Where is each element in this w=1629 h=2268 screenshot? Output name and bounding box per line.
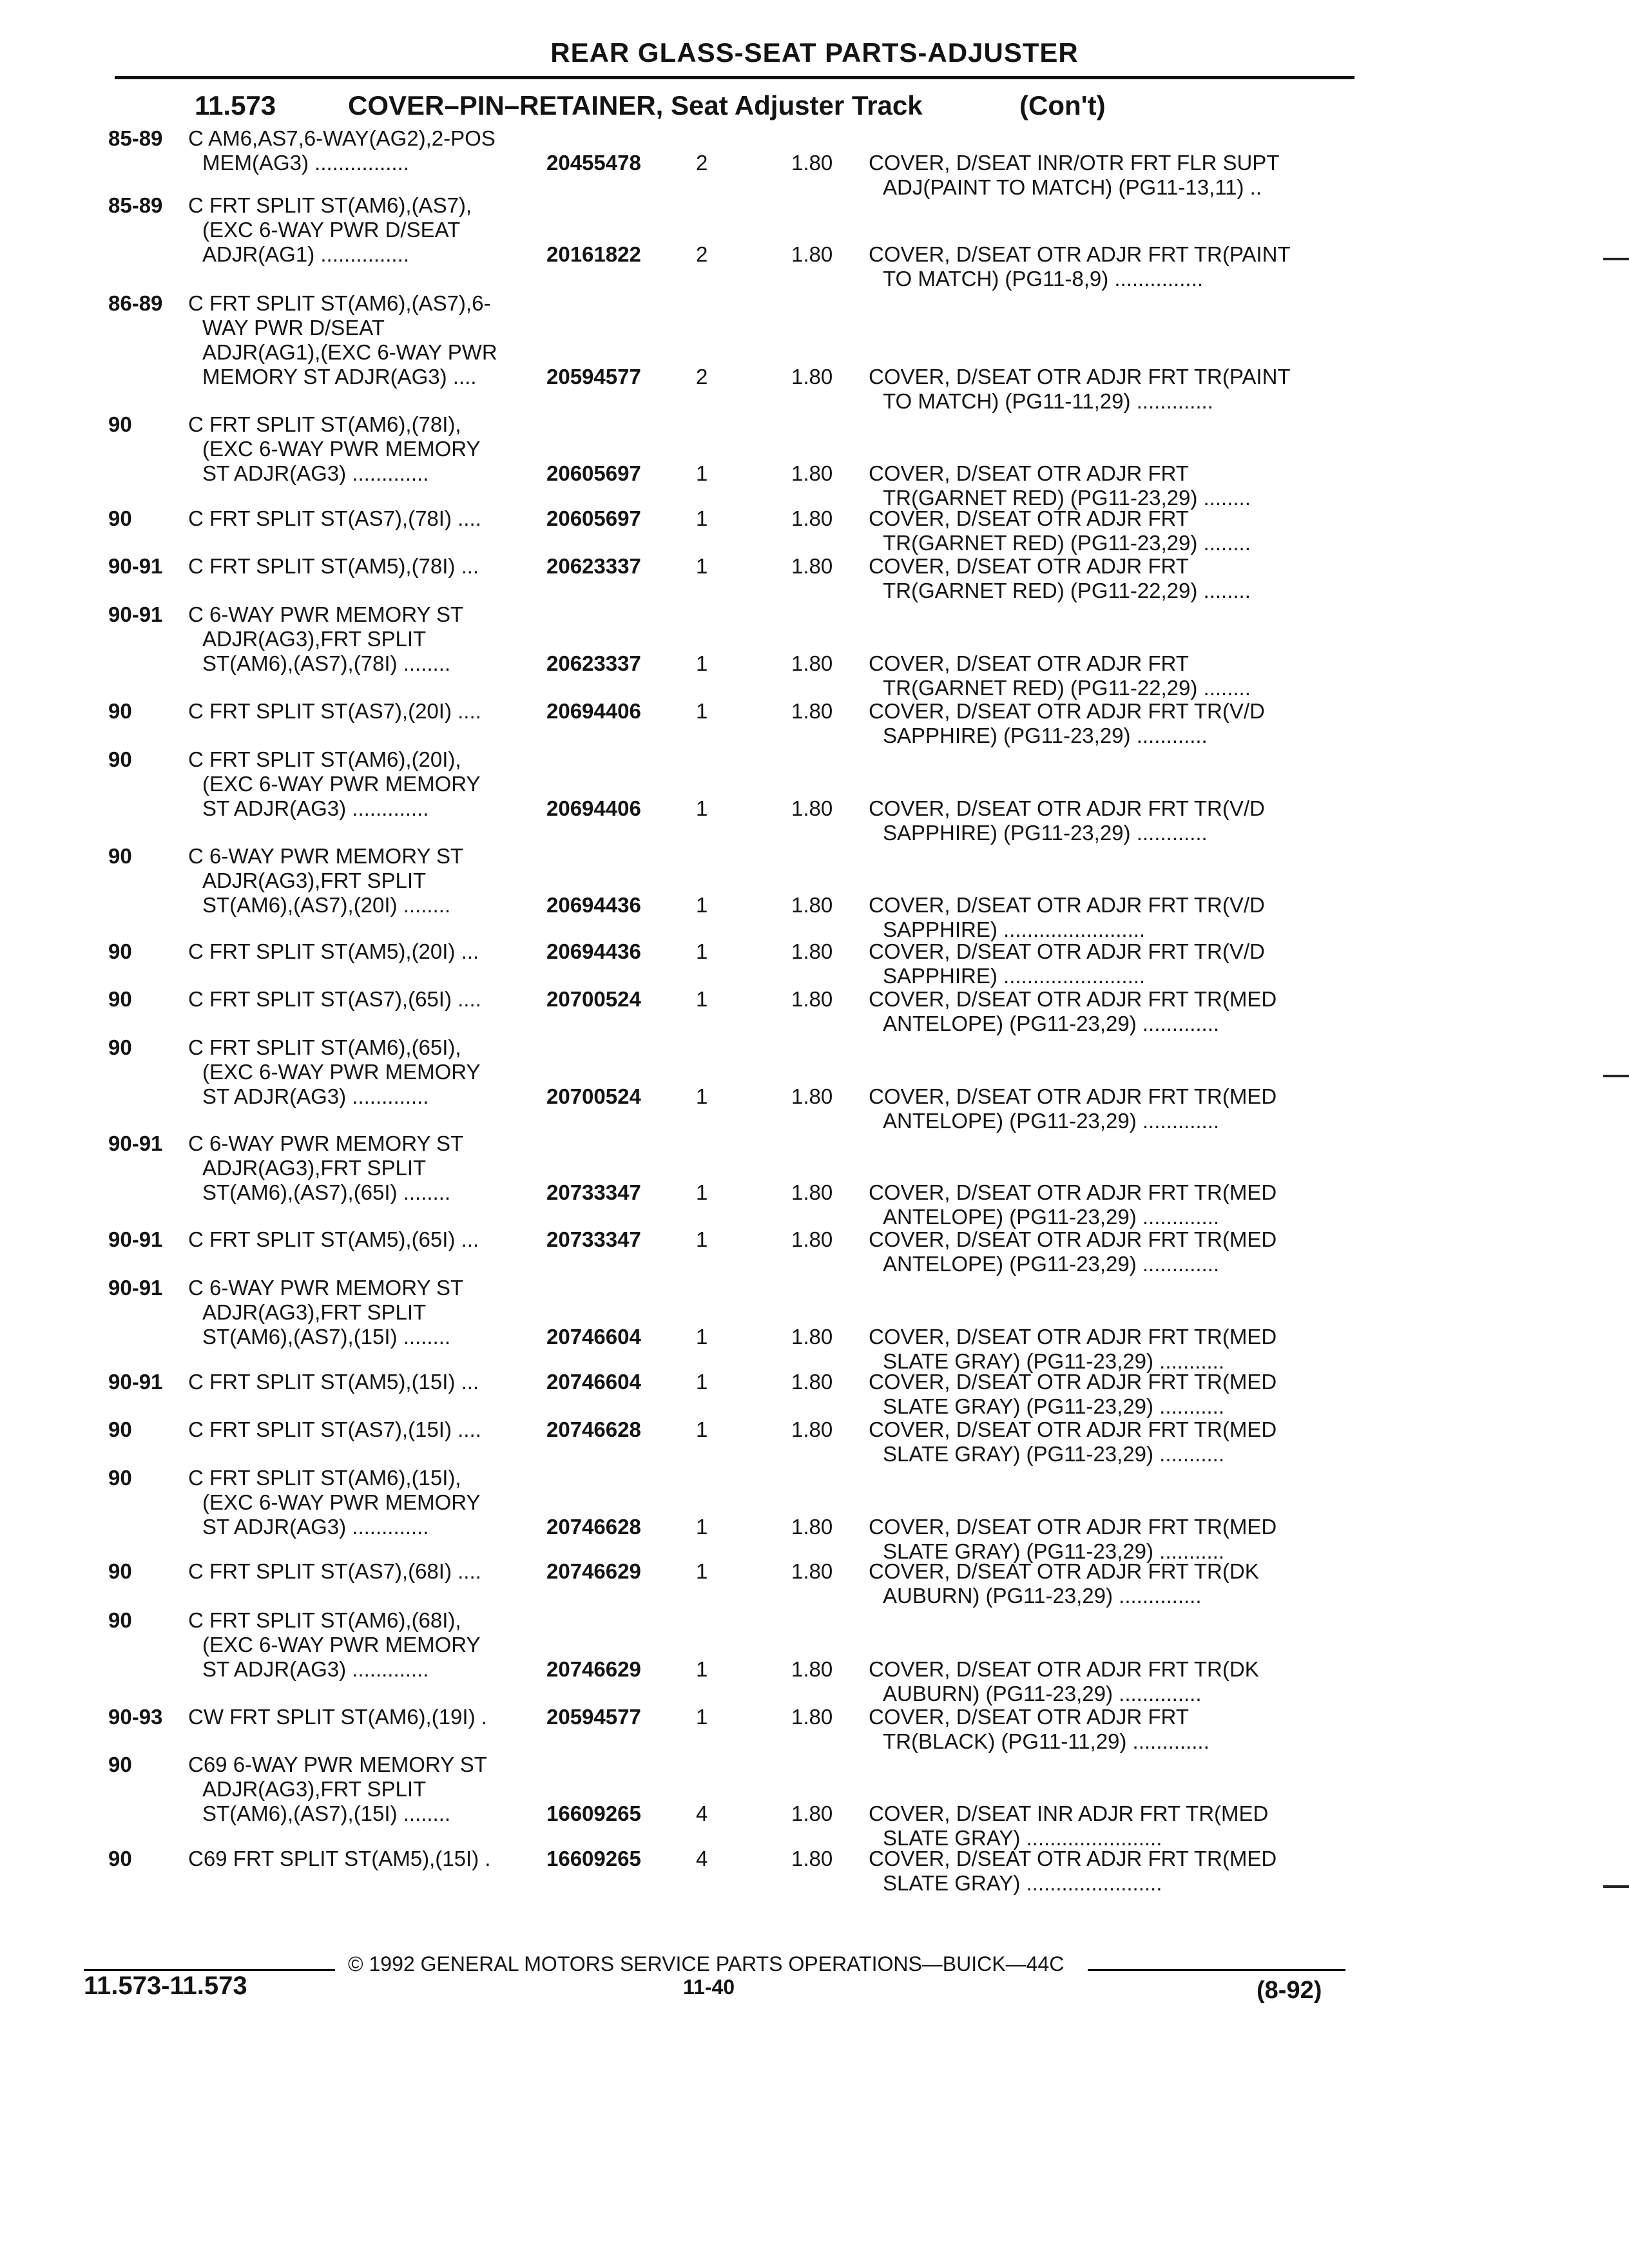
quantity: 1 [696, 893, 708, 917]
model-years: 90 [108, 1559, 132, 1583]
description-line: AUBURN) (PG11-23,29) .............. [883, 1682, 1202, 1706]
price: 1.80 [791, 461, 833, 485]
description-line: ANTELOPE) (PG11-23,29) ............. [883, 1012, 1220, 1035]
application-line: C FRT SPLIT ST(AM5),(78I) ... [188, 554, 479, 578]
price: 1.80 [791, 1370, 833, 1394]
description-line: COVER, D/SEAT OTR ADJR FRT [869, 1705, 1189, 1729]
application-line: C 6-WAY PWR MEMORY ST [188, 1131, 464, 1155]
model-years: 90 [108, 506, 132, 530]
model-years: 90 [108, 699, 132, 723]
part-number: 20694436 [546, 893, 641, 917]
application-line: ST(AM6),(AS7),(15I) ........ [202, 1325, 451, 1349]
part-description [869, 151, 1279, 200]
description-line: COVER, D/SEAT OTR ADJR FRT TR(DK [869, 1657, 1259, 1681]
application-line: C 6-WAY PWR MEMORY ST [188, 602, 464, 626]
page-header-title: REAR GLASS-SEAT PARTS-ADJUSTER [550, 37, 1079, 68]
application-line: (EXC 6-WAY PWR MEMORY [202, 1633, 481, 1657]
application-line: (EXC 6-WAY PWR MEMORY [202, 1490, 481, 1514]
model-years: 90-91 [108, 1370, 163, 1394]
application-line: C 6-WAY PWR MEMORY ST [188, 844, 464, 868]
description-line: SLATE GRAY) (PG11-23,29) ........... [883, 1442, 1224, 1466]
application-line: ADJR(AG3),FRT SPLIT [202, 1777, 427, 1801]
application-text [188, 412, 480, 486]
quantity: 2 [696, 365, 708, 389]
description-line: COVER, D/SEAT OTR ADJR FRT TR(V/D [869, 699, 1265, 723]
description-line: COVER, D/SEAT INR/OTR FRT FLR SUPT [869, 151, 1280, 175]
application-line: C FRT SPLIT ST(AM6),(AS7), [188, 193, 472, 217]
application-text [188, 193, 472, 267]
price: 1.80 [791, 1418, 833, 1441]
model-years: 90-91 [108, 602, 163, 626]
model-years: 86-89 [108, 291, 163, 315]
description-line: SAPPHIRE) (PG11-23,29) ............ [883, 724, 1208, 747]
application-line: ST ADJR(AG3) ............. [202, 1515, 429, 1539]
part-description [869, 1802, 1268, 1850]
price: 1.80 [791, 987, 833, 1011]
quantity: 1 [696, 651, 708, 675]
price: 1.80 [791, 1657, 833, 1681]
part-number: 20694406 [546, 796, 641, 820]
part-description [869, 1559, 1259, 1608]
application-line: ADJR(AG3),FRT SPLIT [202, 627, 427, 651]
part-number: 16609265 [546, 1802, 641, 1825]
model-years: 90-91 [108, 1131, 163, 1155]
description-line: TO MATCH) (PG11-11,29) ............. [883, 389, 1213, 413]
application-text [188, 1608, 480, 1682]
model-years: 90-91 [108, 1276, 163, 1300]
description-line: COVER, D/SEAT OTR ADJR FRT TR(MED [869, 1418, 1277, 1441]
part-description [869, 1657, 1259, 1706]
part-description [869, 987, 1277, 1036]
part-number: 20700524 [546, 987, 641, 1011]
part-number: 20694436 [546, 939, 641, 963]
application-text [188, 602, 463, 676]
price: 1.80 [791, 939, 833, 963]
description-line: ANTELOPE) (PG11-23,29) ............. [883, 1109, 1220, 1133]
description-line: COVER, D/SEAT OTR ADJR FRT TR(MED [869, 1325, 1277, 1349]
price: 1.80 [791, 1227, 833, 1251]
price: 1.80 [791, 893, 833, 917]
description-line: ADJ(PAINT TO MATCH) (PG11-13,11) .. [883, 175, 1262, 199]
part-description [869, 1325, 1277, 1374]
application-line: MEMORY ST ADJR(AG3) .... [202, 365, 477, 389]
description-line: COVER, D/SEAT OTR ADJR FRT [869, 554, 1189, 578]
quantity: 1 [696, 1657, 708, 1681]
part-description [869, 461, 1251, 510]
description-line: COVER, D/SEAT OTR ADJR FRT TR(DK [869, 1559, 1259, 1583]
quantity: 1 [696, 987, 708, 1011]
price: 1.80 [791, 554, 833, 578]
application-line: ADJR(AG1),(EXC 6-WAY PWR [202, 340, 497, 364]
application-line: ADJR(AG1) ............... [202, 242, 409, 266]
application-text [188, 1418, 481, 1442]
application-text [188, 1035, 480, 1109]
price: 1.80 [791, 1180, 833, 1204]
application-text [188, 1847, 490, 1871]
part-description [869, 1705, 1210, 1754]
application-text [188, 506, 481, 531]
application-text [188, 1466, 480, 1539]
price: 1.80 [791, 506, 833, 530]
quantity: 1 [696, 1705, 708, 1729]
margin-mark [1603, 258, 1629, 260]
section-continued: (Con't) [1019, 90, 1106, 120]
application-line: C AM6,AS7,6-WAY(AG2),2-POS [188, 126, 496, 150]
part-description [869, 1370, 1277, 1419]
application-line: ST ADJR(AG3) ............. [202, 461, 429, 485]
description-line: COVER, D/SEAT OTR ADJR FRT TR(MED [869, 1515, 1277, 1539]
price: 1.80 [791, 1559, 833, 1583]
application-text [188, 939, 479, 964]
description-line: SLATE GRAY) (PG11-23,29) ........... [883, 1349, 1224, 1373]
model-years: 90 [108, 1466, 132, 1490]
part-number: 20605697 [546, 461, 641, 485]
application-text [188, 1276, 463, 1349]
application-line: ST ADJR(AG3) ............. [202, 1657, 429, 1681]
application-line: ADJR(AG3),FRT SPLIT [202, 869, 427, 892]
application-text [188, 747, 480, 821]
application-text [188, 844, 463, 918]
model-years: 90 [108, 747, 132, 771]
price: 1.80 [791, 242, 833, 266]
description-line: TR(GARNET RED) (PG11-23,29) ........ [883, 531, 1251, 555]
description-line: COVER, D/SEAT OTR ADJR FRT TR(MED [869, 1180, 1277, 1204]
part-number: 20733347 [546, 1227, 641, 1251]
quantity: 1 [696, 1515, 708, 1539]
description-line: COVER, D/SEAT OTR ADJR FRT TR(MED [869, 1227, 1277, 1251]
application-line: C69 FRT SPLIT ST(AM5),(15I) . [188, 1847, 491, 1870]
price: 1.80 [791, 1084, 833, 1108]
part-description [869, 939, 1265, 988]
price: 1.80 [791, 365, 833, 389]
application-line: (EXC 6-WAY PWR MEMORY [202, 1060, 481, 1084]
footer-range: 11.573-11.573 [84, 1972, 247, 2000]
part-number: 20746604 [546, 1325, 641, 1349]
footer-copyright: © 1992 GENERAL MOTORS SERVICE PARTS OPERATIONS—BUICK—44C [348, 1952, 1065, 1975]
price: 1.80 [791, 1847, 833, 1870]
application-line: C FRT SPLIT ST(AS7),(15I) .... [188, 1418, 481, 1441]
application-line: ST ADJR(AG3) ............. [202, 796, 429, 820]
footer-rule-left [84, 1969, 335, 1971]
part-description [869, 1515, 1277, 1564]
part-number: 20594577 [546, 365, 641, 389]
margin-mark [1603, 1885, 1629, 1888]
part-number: 20623337 [546, 651, 641, 675]
price: 1.80 [791, 1802, 833, 1825]
quantity: 1 [696, 1227, 708, 1251]
quantity: 1 [696, 939, 708, 963]
part-number: 20746604 [546, 1370, 641, 1394]
part-number: 20161822 [546, 242, 641, 266]
application-line: (EXC 6-WAY PWR MEMORY [202, 772, 481, 796]
application-line: C FRT SPLIT ST(AM6),(20I), [188, 747, 461, 771]
description-line: COVER, D/SEAT OTR ADJR FRT [869, 461, 1189, 485]
part-number: 20746629 [546, 1559, 641, 1583]
model-years: 90 [108, 939, 132, 963]
application-line: C FRT SPLIT ST(AM6),(78I), [188, 412, 461, 436]
application-text [188, 1753, 487, 1826]
application-line: C FRT SPLIT ST(AM6),(AS7),6- [188, 291, 491, 315]
part-number: 16609265 [546, 1847, 641, 1870]
description-line: TR(GARNET RED) (PG11-22,29) ........ [883, 676, 1251, 700]
application-line: C FRT SPLIT ST(AM5),(15I) ... [188, 1370, 479, 1394]
application-line: C FRT SPLIT ST(AS7),(68I) .... [188, 1559, 481, 1583]
application-text [188, 126, 496, 175]
application-line: ADJR(AG3),FRT SPLIT [202, 1156, 427, 1180]
description-line: COVER, D/SEAT OTR ADJR FRT TR(MED [869, 987, 1277, 1011]
section-number: 11.573 [195, 90, 276, 120]
description-line: SLATE GRAY) (PG11-23,29) ........... [883, 1539, 1224, 1563]
model-years: 90 [108, 1035, 132, 1059]
part-number: 20746629 [546, 1657, 641, 1681]
description-line: TR(GARNET RED) (PG11-23,29) ........ [883, 486, 1251, 510]
part-number: 20455478 [546, 151, 641, 175]
header-rule [115, 76, 1354, 79]
description-line: COVER, D/SEAT OTR ADJR FRT TR(V/D [869, 796, 1265, 820]
part-number: 20700524 [546, 1084, 641, 1108]
description-line: COVER, D/SEAT OTR ADJR FRT [869, 506, 1189, 530]
model-years: 90 [108, 412, 132, 436]
quantity: 2 [696, 242, 708, 266]
application-line: ST(AM6),(AS7),(78I) ........ [202, 651, 451, 675]
application-line: ST(AM6),(AS7),(15I) ........ [202, 1802, 451, 1825]
description-line: TO MATCH) (PG11-8,9) ............... [883, 267, 1203, 291]
quantity: 1 [696, 1084, 708, 1108]
description-line: COVER, D/SEAT OTR ADJR FRT TR(PAINT [869, 242, 1291, 266]
application-text [188, 1131, 463, 1205]
quantity: 4 [696, 1802, 708, 1825]
part-description [869, 365, 1291, 414]
price: 1.80 [791, 651, 833, 675]
part-description [869, 1847, 1277, 1896]
application-line: WAY PWR D/SEAT [202, 316, 385, 340]
section-name: COVER–PIN–RETAINER, Seat Adjuster Track [348, 90, 923, 120]
application-line: C FRT SPLIT ST(AM5),(20I) ... [188, 939, 479, 963]
application-line: C FRT SPLIT ST(AM6),(68I), [188, 1608, 461, 1632]
model-years: 90 [108, 987, 132, 1011]
part-description [869, 554, 1251, 603]
model-years: 85-89 [108, 193, 163, 217]
application-line: ST ADJR(AG3) ............. [202, 1084, 429, 1108]
part-description [869, 242, 1291, 291]
model-years: 85-89 [108, 126, 163, 150]
description-line: SAPPHIRE) (PG11-23,29) ............ [883, 821, 1208, 845]
part-description [869, 1227, 1277, 1276]
description-line: ANTELOPE) (PG11-23,29) ............. [883, 1252, 1220, 1276]
price: 1.80 [791, 1515, 833, 1539]
part-number: 20623337 [546, 554, 641, 578]
application-text [188, 554, 479, 579]
model-years: 90 [108, 844, 132, 868]
price: 1.80 [791, 1705, 833, 1729]
description-line: SAPPHIRE) ........................ [883, 918, 1146, 941]
application-text [188, 291, 497, 389]
application-line: ST(AM6),(AS7),(20I) ........ [202, 893, 451, 917]
part-number: 20746628 [546, 1515, 641, 1539]
part-number: 20594577 [546, 1705, 641, 1729]
part-description [869, 506, 1251, 555]
description-line: COVER, D/SEAT INR ADJR FRT TR(MED [869, 1802, 1269, 1825]
application-line: ADJR(AG3),FRT SPLIT [202, 1300, 427, 1324]
application-line: C FRT SPLIT ST(AM6),(65I), [188, 1035, 461, 1059]
quantity: 1 [696, 1325, 708, 1349]
description-line: COVER, D/SEAT OTR ADJR FRT TR(PAINT [869, 365, 1291, 389]
model-years: 90-91 [108, 554, 163, 578]
quantity: 1 [696, 1180, 708, 1204]
part-description [869, 893, 1265, 942]
application-text [188, 1227, 479, 1252]
description-line: ANTELOPE) (PG11-23,29) ............. [883, 1205, 1220, 1229]
application-line: (EXC 6-WAY PWR MEMORY [202, 437, 481, 461]
description-line: COVER, D/SEAT OTR ADJR FRT [869, 651, 1189, 675]
footer-page-number: 11-40 [683, 1975, 735, 1999]
quantity: 1 [696, 1418, 708, 1441]
part-number: 20694406 [546, 699, 641, 723]
description-line: COVER, D/SEAT OTR ADJR FRT TR(V/D [869, 939, 1265, 963]
description-line: AUBURN) (PG11-23,29) .............. [883, 1584, 1202, 1608]
application-line: ST(AM6),(AS7),(65I) ........ [202, 1180, 451, 1204]
model-years: 90 [108, 1608, 132, 1632]
part-description [869, 1180, 1277, 1229]
footer-date: (8-92) [1257, 1977, 1322, 2004]
application-line: C FRT SPLIT ST(AM6),(15I), [188, 1466, 461, 1490]
application-line: MEM(AG3) ................ [202, 151, 409, 175]
description-line: COVER, D/SEAT OTR ADJR FRT TR(MED [869, 1370, 1277, 1394]
part-description [869, 796, 1265, 845]
description-line: SAPPHIRE) ........................ [883, 964, 1146, 988]
model-years: 90 [108, 1753, 132, 1776]
part-description [869, 1084, 1277, 1133]
application-line: C69 6-WAY PWR MEMORY ST [188, 1753, 487, 1776]
model-years: 90 [108, 1847, 132, 1870]
description-line: TR(GARNET RED) (PG11-22,29) ........ [883, 579, 1251, 602]
model-years: 90 [108, 1418, 132, 1441]
part-number: 20746628 [546, 1418, 641, 1441]
application-line: C FRT SPLIT ST(AM5),(65I) ... [188, 1227, 479, 1251]
application-text [188, 1559, 481, 1584]
description-line: COVER, D/SEAT OTR ADJR FRT TR(MED [869, 1847, 1277, 1870]
quantity: 2 [696, 151, 708, 175]
quantity: 1 [696, 554, 708, 578]
price: 1.80 [791, 796, 833, 820]
application-line: C FRT SPLIT ST(AS7),(20I) .... [188, 699, 481, 723]
quantity: 1 [696, 461, 708, 485]
part-description [869, 1418, 1277, 1466]
model-years: 90-91 [108, 1227, 163, 1251]
application-text [188, 987, 481, 1012]
model-years: 90-93 [108, 1705, 163, 1729]
application-line: C FRT SPLIT ST(AS7),(65I) .... [188, 987, 481, 1011]
quantity: 1 [696, 1559, 708, 1583]
price: 1.80 [791, 151, 833, 175]
application-text [188, 699, 481, 724]
application-line: C FRT SPLIT ST(AS7),(78I) .... [188, 506, 481, 530]
part-number: 20605697 [546, 506, 641, 530]
part-number: 20733347 [546, 1180, 641, 1204]
quantity: 1 [696, 1370, 708, 1394]
footer-rule-right [1088, 1969, 1345, 1971]
price: 1.80 [791, 1325, 833, 1349]
description-line: SLATE GRAY) ....................... [883, 1871, 1162, 1895]
application-text [188, 1705, 487, 1729]
application-line: CW FRT SPLIT ST(AM6),(19I) . [188, 1705, 487, 1729]
part-description [869, 651, 1251, 700]
part-description [869, 699, 1265, 748]
price: 1.80 [791, 699, 833, 723]
description-line: TR(BLACK) (PG11-11,29) ............. [883, 1729, 1210, 1753]
description-line: SLATE GRAY) (PG11-23,29) ........... [883, 1394, 1224, 1418]
quantity: 4 [696, 1847, 708, 1870]
application-text [188, 1370, 479, 1394]
quantity: 1 [696, 506, 708, 530]
description-line: COVER, D/SEAT OTR ADJR FRT TR(MED [869, 1084, 1277, 1108]
margin-mark [1603, 1075, 1629, 1077]
application-line: (EXC 6-WAY PWR D/SEAT [202, 218, 461, 242]
description-line: SLATE GRAY) ....................... [883, 1826, 1162, 1850]
description-line: COVER, D/SEAT OTR ADJR FRT TR(V/D [869, 893, 1265, 917]
quantity: 1 [696, 796, 708, 820]
application-line: C 6-WAY PWR MEMORY ST [188, 1276, 464, 1300]
quantity: 1 [696, 699, 708, 723]
